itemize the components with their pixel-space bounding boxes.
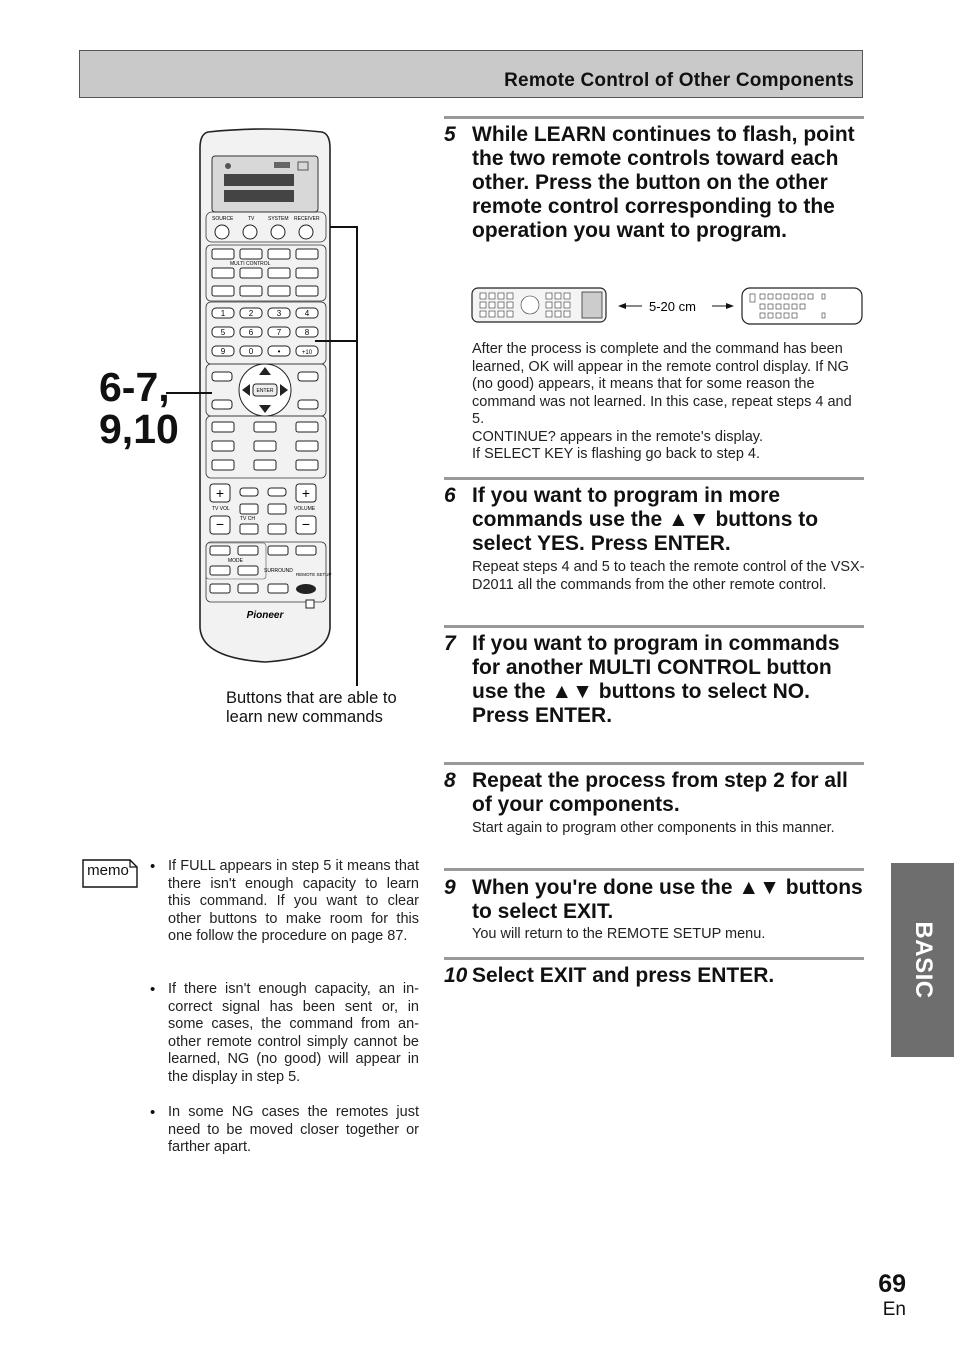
- other-remote-side: [742, 288, 862, 324]
- step-body: After the process is complete and the command has been learned, OK will appear in the remote control display. If NG (no good) appears, it means that for some reason the command was not learned. In this case, repeat steps 4 and 5. CONTINUE? appears in the remote's display. If SELECT KEY is flashing go back to step 4.: [472, 341, 852, 462]
- svg-text:+: +: [301, 485, 311, 501]
- bullet-icon: •: [150, 858, 156, 875]
- step-rule: [444, 477, 864, 480]
- callout-line-mid: [315, 340, 356, 342]
- surround-label: SURROUND: [264, 568, 293, 574]
- callout-steps-ref: 6-7, 9,10: [99, 364, 179, 452]
- svg-text:+: +: [215, 485, 225, 501]
- step-rule: [444, 116, 864, 119]
- remote-setup-label: REMOTE SETUP: [296, 572, 332, 577]
- step-heading: Repeat the process from step 2 for all of your components.: [472, 769, 848, 816]
- page-number: 69: [878, 1270, 906, 1298]
- step-heading: Select EXIT and press ENTER.: [472, 964, 775, 987]
- key-4: 4: [304, 309, 310, 318]
- memo-label: memo: [87, 862, 129, 879]
- pioneer-remote-side: [472, 288, 606, 322]
- source-label: SOURCE: [212, 216, 234, 222]
- bullet-icon: •: [150, 1104, 156, 1121]
- distance-arrow: [618, 299, 734, 314]
- callout-note: Buttons that are able to learn new commands: [226, 689, 397, 726]
- key-8: 8: [304, 328, 310, 337]
- svg-text:−: −: [301, 516, 311, 532]
- learning-diagram: [470, 284, 865, 328]
- step-number: 8: [444, 769, 456, 792]
- chapter-tab-label: BASIC: [909, 921, 937, 999]
- volume-label: VOLUME: [294, 506, 316, 512]
- step-number: 10: [444, 964, 468, 987]
- bullet-icon: •: [150, 981, 156, 998]
- memo-icon: [80, 857, 140, 890]
- key-0: 0: [248, 347, 254, 356]
- key-1: 1: [220, 309, 226, 318]
- step-heading: When you're done use the ▲▼ buttons to select EXIT.: [472, 876, 863, 923]
- multi-control-label: MULTI CONTROL: [230, 261, 271, 267]
- svg-text:−: −: [215, 516, 225, 532]
- page-language: En: [882, 1299, 906, 1320]
- section-title: Remote Control of Other Components: [504, 70, 854, 91]
- callout-line-top: [330, 226, 358, 228]
- step-rule: [444, 868, 864, 871]
- remote-control-illustration: [198, 128, 332, 664]
- remote-control-drawing: [198, 128, 332, 664]
- tv-vol-label: TV VOL: [212, 506, 230, 512]
- memo-text: In some NG cases the remotes just need to be moved closer together or farther apart.: [168, 1104, 419, 1156]
- enter-label: ENTER: [256, 388, 274, 394]
- step-rule: [444, 957, 864, 960]
- key-7: 7: [276, 328, 282, 337]
- chapter-tab: [891, 863, 954, 1057]
- key-9: 9: [220, 347, 226, 356]
- step-number: 7: [444, 632, 456, 655]
- memo-text: If FULL appears in step 5 it means that there isn't enough capacity to learn this command. If you want to clear other buttons to make room for this one follow the procedure on page 87.: [168, 858, 419, 945]
- receiver-label: RECEIVER: [294, 216, 320, 222]
- callout-line-right: [356, 226, 358, 686]
- step-body: Repeat steps 4 and 5 to teach the remote control of the VSX-D2011 all the commands from the other remote control.: [472, 559, 865, 593]
- memo-text: If there isn't enough capacity, an in-correct signal has been sent or, in some cases, the command from an-other remote control simply cannot be learned, NG (no good) will appear in the display in step 5.: [168, 981, 419, 1085]
- step-rule: [444, 625, 864, 628]
- tv-label: TV: [248, 216, 255, 222]
- step-number: 6: [444, 484, 456, 507]
- brand-logo: Pioneer: [246, 610, 284, 621]
- key-6: 6: [248, 328, 254, 337]
- key-3: 3: [276, 309, 282, 318]
- step-rule: [444, 762, 864, 765]
- section-header: [79, 50, 863, 98]
- mode-label: MODE: [228, 558, 243, 564]
- step-heading: If you want to program in more commands use the ▲▼ buttons to select YES. Press ENTER.: [472, 484, 819, 555]
- step-number: 9: [444, 876, 456, 899]
- step-number: 5: [444, 123, 456, 146]
- key-dot: •: [277, 347, 281, 356]
- step-heading: If you want to program in commands for another MULTI CONTROL button use the ▲▼ buttons to select NO. Press ENTER.: [472, 632, 840, 727]
- step-body: Start again to program other components in this manner.: [472, 820, 835, 836]
- tv-ch-label: TV CH: [240, 516, 255, 522]
- key-5: 5: [220, 328, 226, 337]
- transport-buttons: [206, 416, 326, 478]
- distance-label: 5-20 cm: [649, 299, 696, 314]
- key-plus10: +10: [301, 350, 313, 356]
- system-label: SYSTEM: [268, 216, 289, 222]
- step-body: You will return to the REMOTE SETUP menu.: [472, 926, 766, 942]
- key-2: 2: [248, 309, 254, 318]
- step-heading: While LEARN continues to flash, point the two remote controls toward each other. Press the button on the other remote control corresponding to the operation you want to program.: [472, 123, 855, 242]
